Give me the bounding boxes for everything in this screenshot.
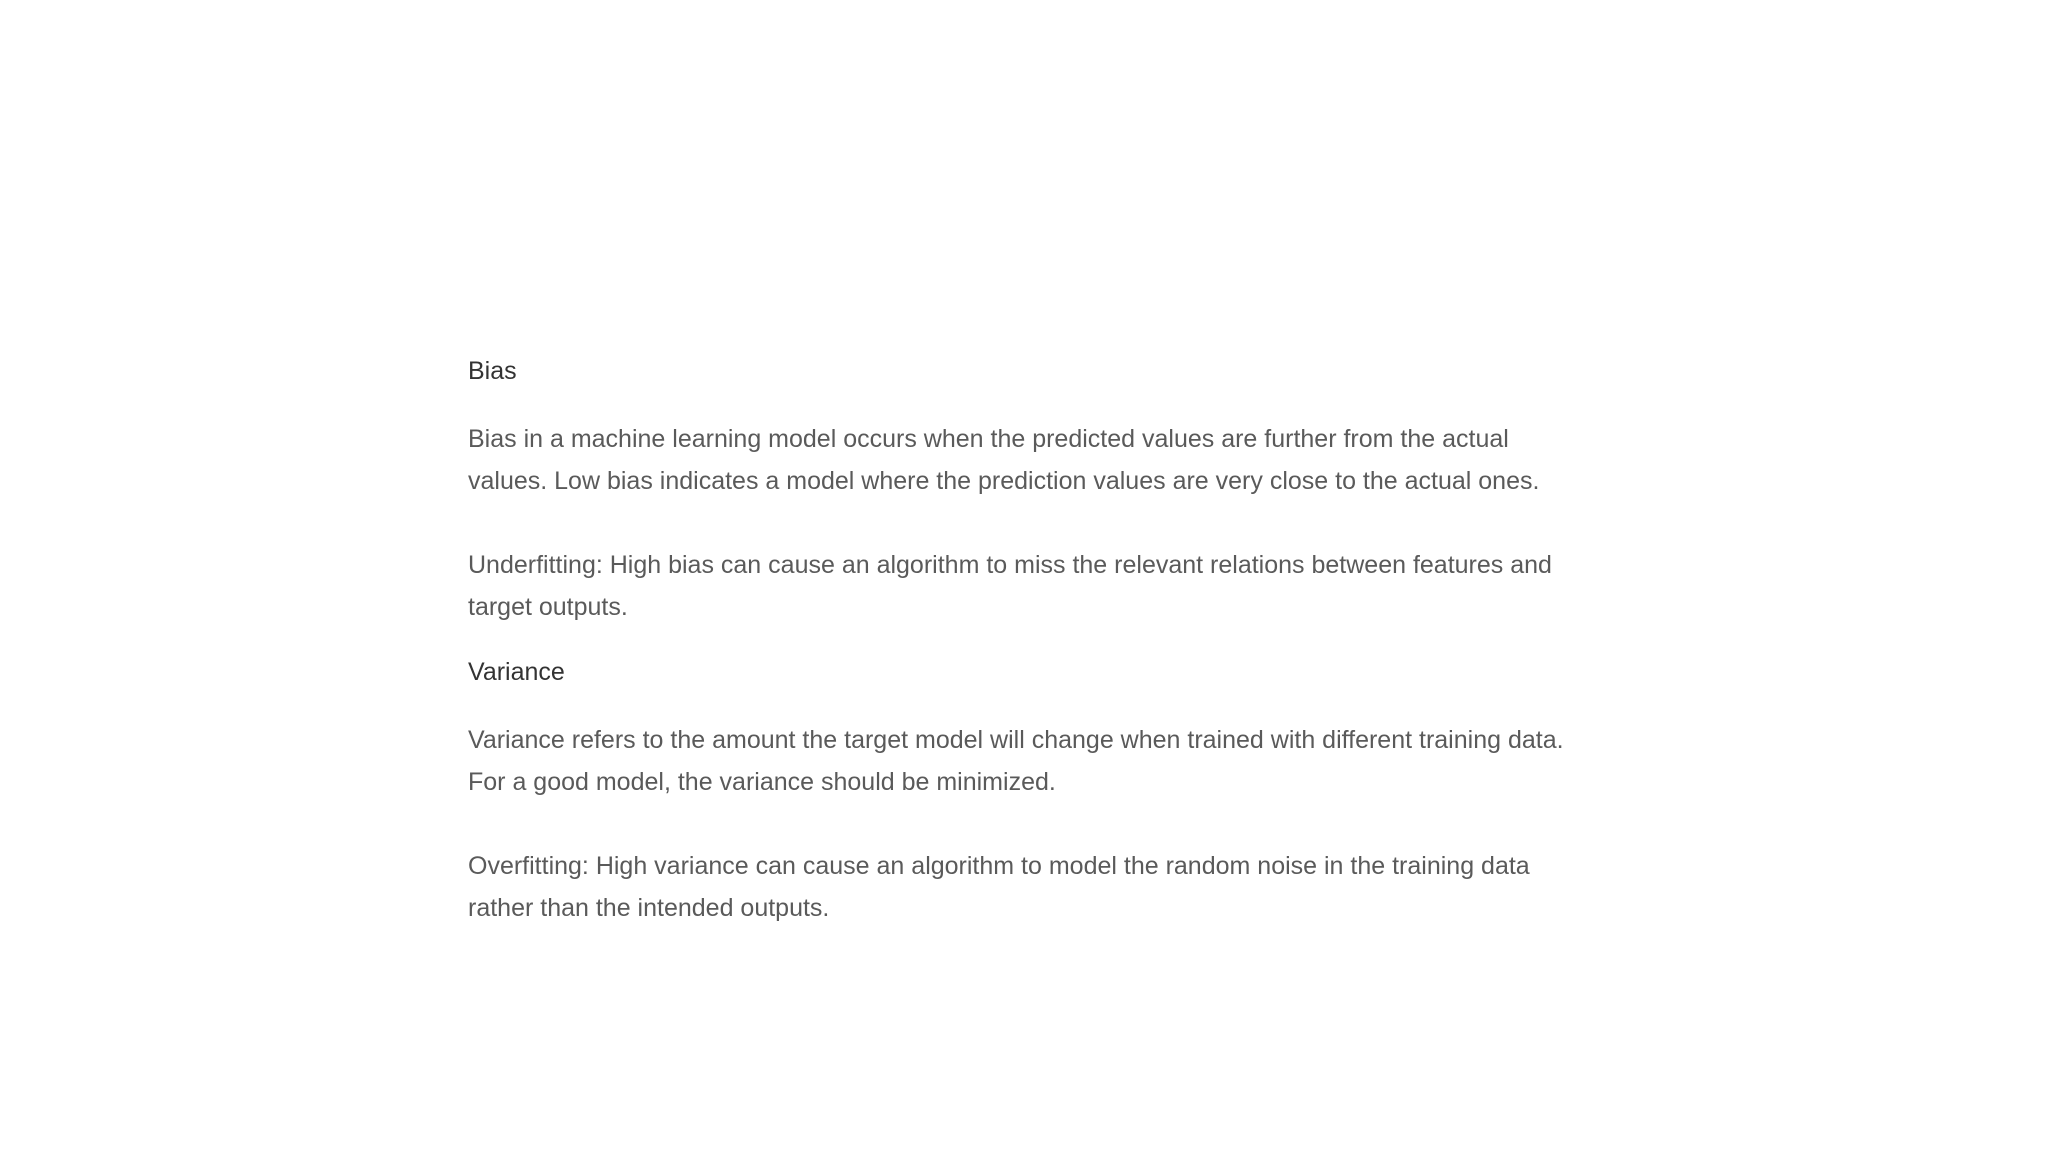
bias-definition-paragraph: Bias in a machine learning model occurs when the predicted values are further from the actual values. Low bias indicates a model where the prediction values are very close to the actual ones. <box>468 425 1540 495</box>
section-heading-bias: Bias <box>468 357 517 385</box>
variance-definition-paragraph: Variance refers to the amount the target model will change when trained with different training data. For a good model, the variance should be minimized. <box>468 726 1564 796</box>
article-content <box>468 350 1578 929</box>
overfitting-paragraph: Overfitting: High variance can cause an algorithm to model the random noise in the training data rather than the intended outputs. <box>468 852 1530 922</box>
section-heading-variance: Variance <box>468 658 565 686</box>
underfitting-paragraph: Underfitting: High bias can cause an algorithm to miss the relevant relations between features and target outputs. <box>468 551 1552 621</box>
